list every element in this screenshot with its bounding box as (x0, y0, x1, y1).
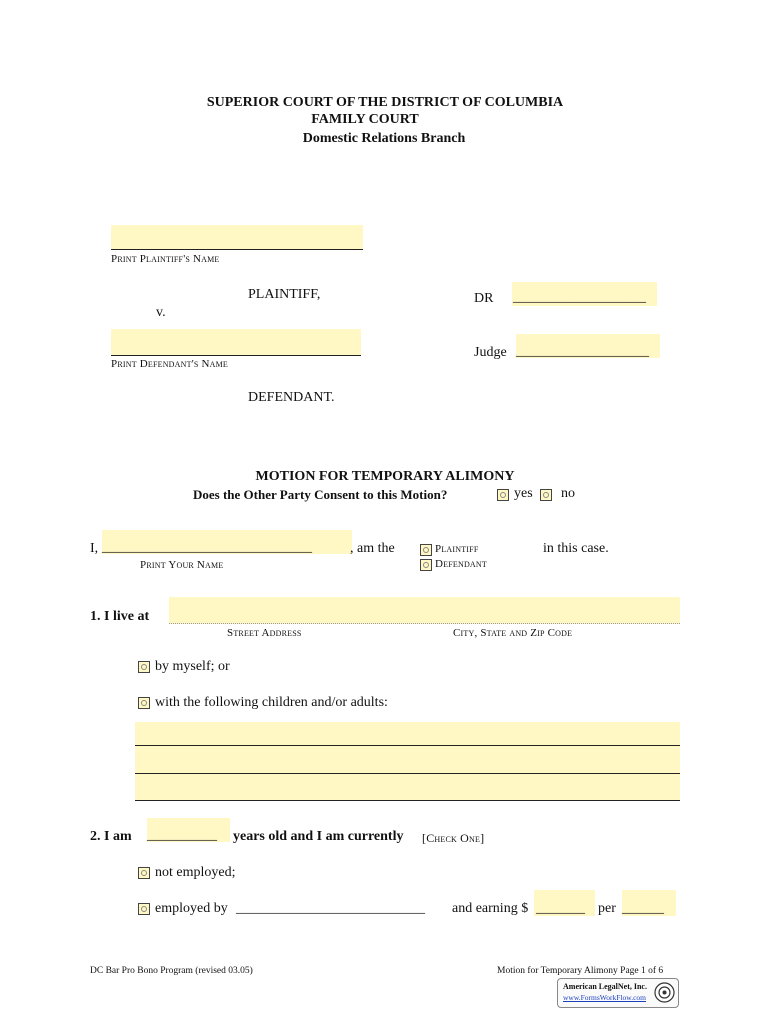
defendant-name-line (111, 355, 361, 356)
earning-blank: _______ (536, 901, 585, 916)
household-members-field[interactable] (135, 722, 680, 800)
plaintiff-name-line (111, 249, 363, 250)
check-one-label: [Check One] (422, 831, 485, 845)
defendant-name-field[interactable] (111, 329, 361, 355)
with-others-checkbox[interactable] (138, 697, 150, 709)
footer-left: DC Bar Pro Bono Program (revised 03.05) (90, 966, 253, 976)
not-employed-checkbox[interactable] (138, 867, 150, 879)
by-myself-checkbox[interactable] (138, 661, 150, 673)
household-line-2 (135, 773, 680, 774)
consent-question: Does the Other Party Consent to this Motion? (193, 487, 448, 502)
item2-label-end: years old and I am currently (233, 829, 404, 844)
court-title: SUPERIOR COURT OF THE DISTRICT OF COLUMBIA (206, 95, 564, 110)
consent-yes-checkbox[interactable] (497, 489, 509, 501)
your-name-blank: ______________________________ (102, 540, 312, 555)
plaintiff-name-label: Print Plaintiff's Name (111, 253, 220, 265)
publisher-logo-icon (654, 982, 675, 1003)
defendant-name-label: Print Defendant's Name (111, 358, 228, 370)
in-this-case: in this case. (543, 541, 609, 556)
badge-line-1: American LegalNet, Inc. (563, 982, 647, 991)
your-name-label: Print Your Name (140, 559, 224, 571)
per-label: per (598, 901, 616, 916)
motion-title: MOTION FOR TEMPORARY ALIMONY (255, 469, 515, 484)
by-myself-label: by myself; or (155, 659, 230, 674)
consent-no-checkbox[interactable] (540, 489, 552, 501)
earning-label: and earning $ (452, 901, 529, 916)
consent-yes-label: yes (514, 486, 533, 501)
dr-number-blank: ___________________ (513, 290, 646, 305)
publisher-badge[interactable] (557, 978, 679, 1008)
court-division: FAMILY COURT (311, 112, 419, 127)
badge-line-2[interactable]: www.FormsWorkFlow.com (563, 993, 647, 1002)
city-state-zip-label: City, State and Zip Code (453, 627, 573, 639)
with-others-label: with the following children and/or adults: (155, 695, 388, 710)
plaintiff-name-field[interactable] (111, 225, 363, 250)
intro-am-the: , am the (350, 541, 395, 556)
street-address-label: Street Address (227, 627, 302, 639)
court-branch: Domestic Relations Branch (302, 131, 466, 146)
household-line-3 (135, 800, 680, 801)
age-blank: __________ (147, 828, 217, 843)
consent-no-label: no (561, 486, 575, 501)
address-line (169, 623, 680, 624)
address-field[interactable] (169, 597, 680, 624)
defendant-checkbox[interactable] (420, 559, 432, 571)
employed-checkbox[interactable] (138, 903, 150, 915)
item1-label: 1. I live at (90, 609, 150, 624)
defendant-option-label: Defendant (435, 558, 487, 570)
plaintiff-checkbox[interactable] (420, 544, 432, 556)
employer-blank[interactable]: ___________________________ (236, 901, 425, 916)
household-line-1 (135, 745, 680, 746)
not-employed-label: not employed; (155, 865, 236, 880)
employed-label: employed by (155, 901, 228, 916)
item2-label: 2. I am (90, 829, 132, 844)
judge-label: Judge (474, 345, 507, 360)
plaintiff-option-label: Plaintiff (435, 543, 479, 555)
intro-i: I, (90, 541, 99, 556)
defendant-label: DEFENDANT. (248, 390, 335, 405)
versus-label: v. (156, 305, 166, 320)
dr-label: DR (474, 291, 494, 306)
plaintiff-label: PLAINTIFF, (248, 287, 321, 302)
judge-blank: ___________________ (516, 344, 649, 359)
per-blank: ______ (622, 901, 664, 916)
footer-right: Motion for Temporary Alimony Page 1 of 6 (497, 966, 664, 976)
